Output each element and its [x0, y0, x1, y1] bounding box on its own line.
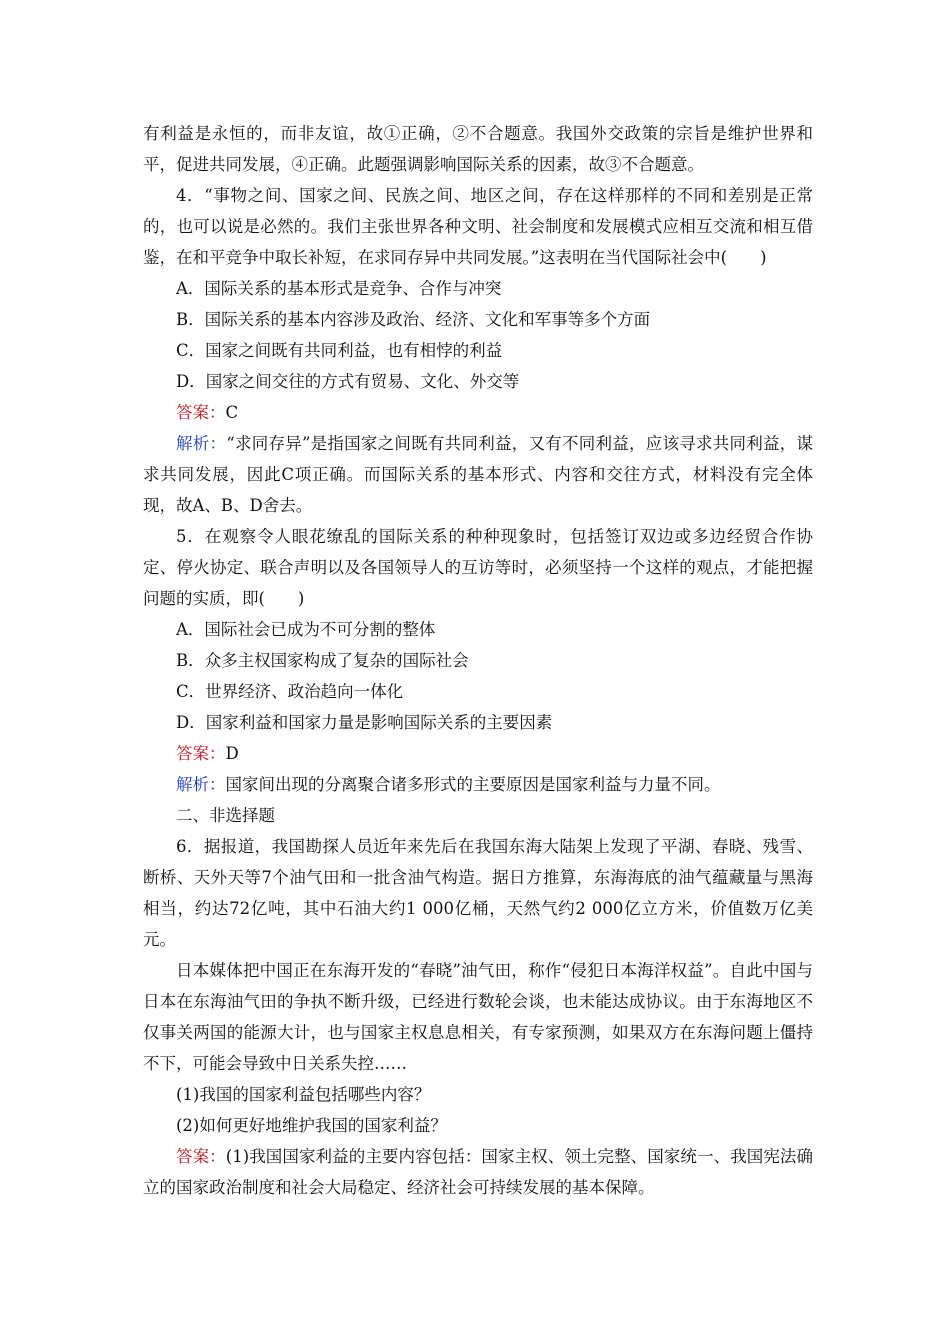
question-5-answer: [143, 738, 813, 769]
question-6-material-2: 日本媒体把中国正在东海开发的“春晓”油气田，称作“侵犯日本海洋权益”。自此中国与日本在东海油气田的争执不断升级，已经进行数轮会谈，也未能达成协议。由于东海地区不仅事关两国的能源大计，也与国家主权息息相关，有专家预测，如果双方在东海问题上僵持不下，可能会导致中日关系失控……: [143, 961, 813, 1073]
analysis-label: 解析：: [176, 775, 226, 794]
answer-label: 答案：: [176, 744, 226, 763]
answer-value: C: [225, 403, 239, 422]
question-4-analysis: [143, 428, 813, 521]
question-5-stem: 5．在观察令人眼花缭乱的国际关系的种种现象时，包括签订双边或多边经贸合作协定、停火协定、联合声明以及各国领导人的互访等时，必须坚持一个这样的观点，才能把握问题的实质，即( ): [143, 527, 813, 608]
question-6-subquestion-1: (1)我国的国家利益包括哪些内容？: [176, 1085, 431, 1104]
section-heading: 二、非选择题: [176, 806, 275, 825]
question-6-subquestion-2: (2)如何更好地维护我国的国家利益？: [176, 1116, 447, 1135]
answer-value: D: [225, 744, 239, 763]
analysis-text: “求同存异”是指国家之间既有共同利益，又有不同利益，应该寻求共同利益，谋求共同发展，因此C项正确。而国际关系的基本形式、内容和交往方式，材料没有完全体现，故A、B、D舍去。: [143, 434, 814, 515]
analysis-text: 国家间出现的分离聚合诸多形式的主要原因是国家利益与力量不同。: [225, 775, 721, 794]
question-4-option-a: A．国际关系的基本形式是竞争、合作与冲突: [176, 279, 502, 298]
question-5-analysis: [143, 769, 813, 800]
answer-label: 答案：: [176, 403, 226, 422]
question-4-stem: 4．“事物之间、国家之间、民族之间、地区之间，存在这样那样的不同和差别是正常的，也可以说是必然的。我们主张世界各种文明、社会制度和发展模式应相互交流和相互借鉴，在和平竞争中取长补短，在求同存异中共同发展。”这表明在当代国际社会中( ): [143, 186, 813, 267]
question-6-answer: [143, 1141, 813, 1203]
intro-paragraph: 有利益是永恒的，而非友谊，故①正确，②不合题意。我国外交政策的宗旨是维护世界和平，促进共同发展，④正确。此题强调影响国际关系的因素，故③不合题意。: [143, 124, 813, 174]
answer-text: (1)我国国家利益的主要内容包括：国家主权、领土完整、国家统一、我国宪法确立的国家政治制度和社会大局稳定、经济社会可持续发展的基本保障。: [143, 1147, 814, 1197]
answer-label: 答案：: [176, 1147, 226, 1166]
question-5-option-d: D．国家利益和国家力量是影响国际关系的主要因素: [176, 713, 553, 732]
question-5-option-c: C．世界经济、政治趋向一体化: [176, 682, 404, 701]
question-4-option-c: C．国家之间既有共同利益，也有相悖的利益: [176, 341, 503, 360]
question-4-option-d: D．国家之间交往的方式有贸易、文化、外交等: [176, 372, 520, 391]
question-4-option-b: B．国际关系的基本内容涉及政治、经济、文化和军事等多个方面: [176, 310, 651, 329]
document-page: [143, 118, 813, 1203]
question-4-answer: [143, 397, 813, 428]
question-5-option-a: A．国际社会已成为不可分割的整体: [176, 620, 436, 639]
question-6-material-1: 6．据报道，我国勘探人员近年来先后在我国东海大陆架上发现了平湖、春晓、残雪、断桥、天外天等7个油气田和一批含油气构造。据日方推算，东海海底的油气蕴藏量与黑海相当，约达72亿吨，其中石油大约1 000亿桶，天然气约2 000亿立方米，价值数万亿美元。: [143, 837, 813, 949]
analysis-label: 解析：: [176, 434, 227, 453]
question-5-option-b: B．众多主权国家构成了复杂的国际社会: [176, 651, 469, 670]
